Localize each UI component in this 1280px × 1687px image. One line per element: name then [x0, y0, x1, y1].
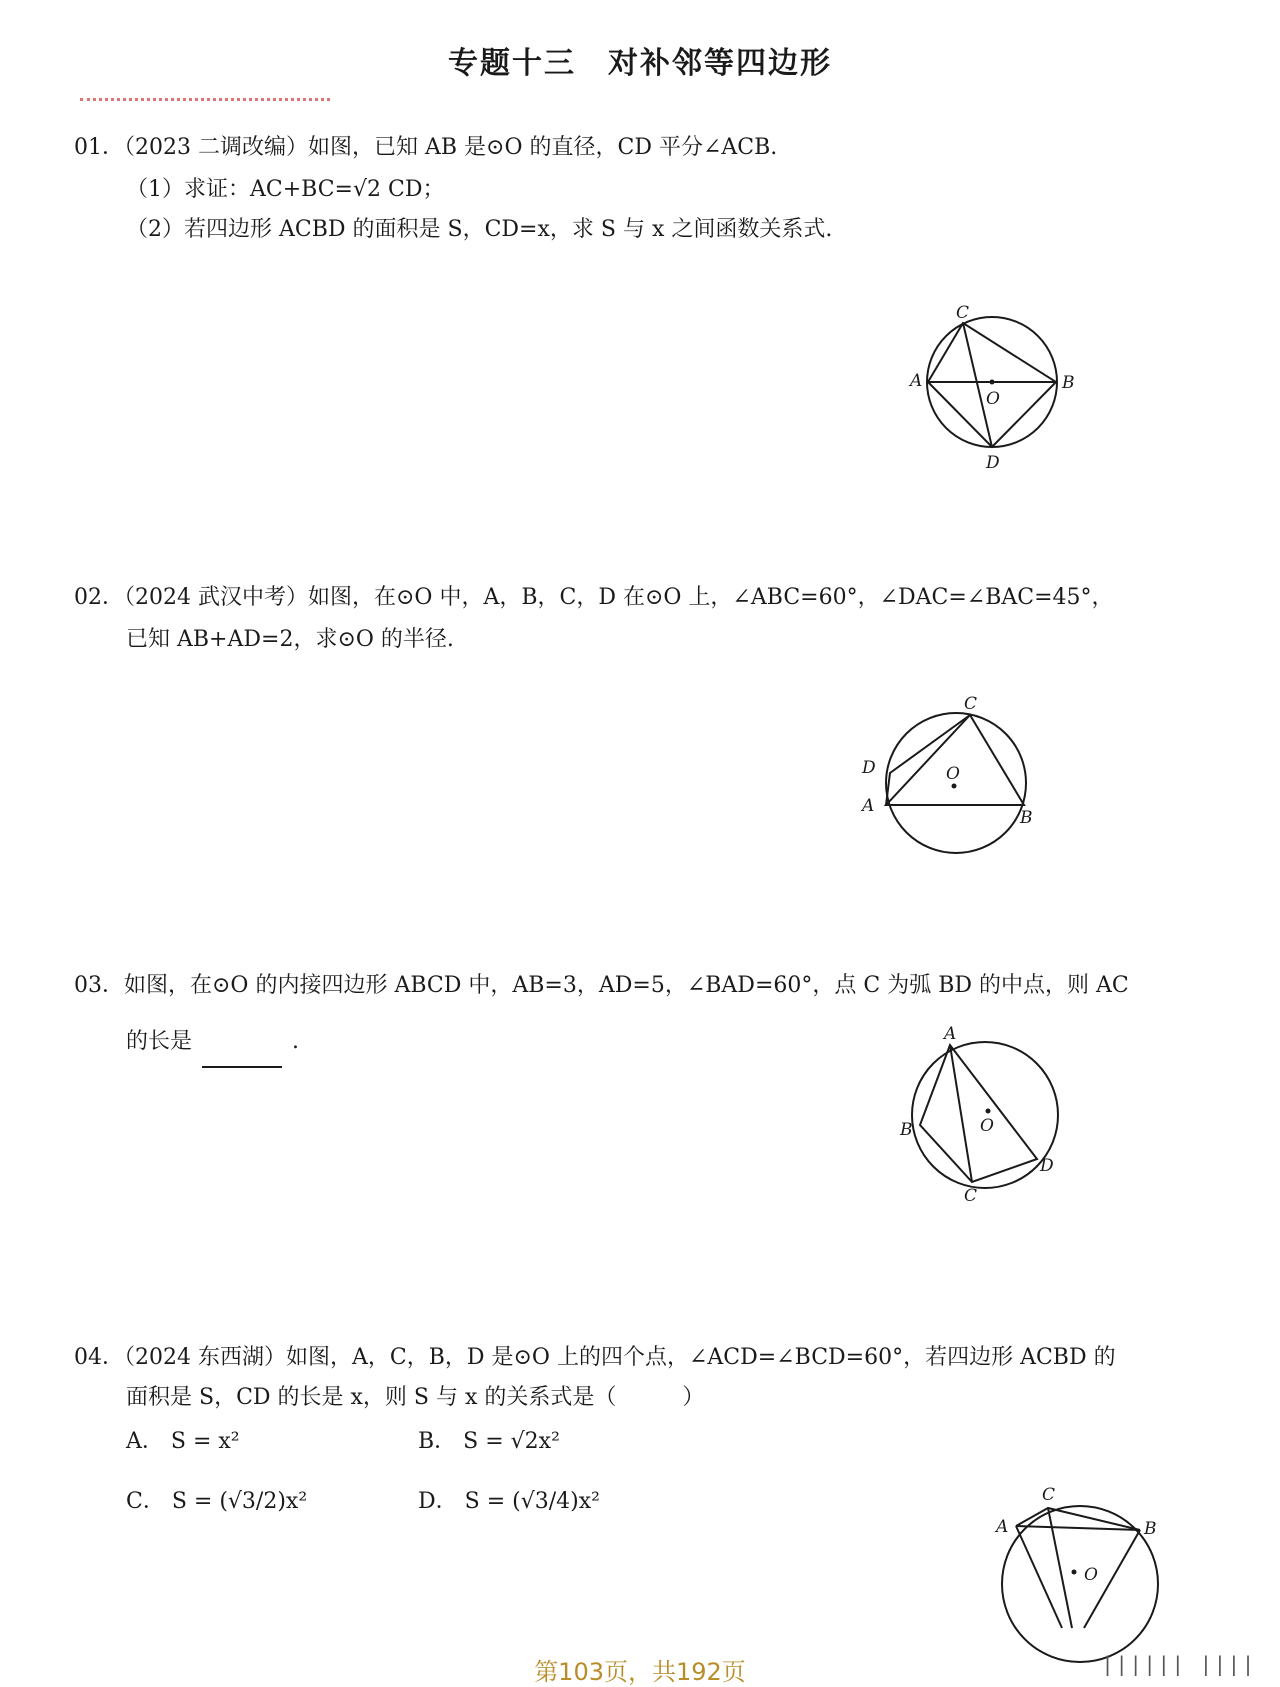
q2-stem: 02．（2024 武汉中考）如图，在⊙O 中，A，B，C，D 在⊙O 上，∠ABC=60°，∠DAC=∠BAC=45°，: [74, 585, 1114, 610]
q1-figure: [900, 300, 1100, 484]
q3-stem: 03．如图，在⊙O 的内接四边形 ABCD 中，AB=3，AD=5，∠BAD=60°，点 C 为弧 BD 的中点，则 AC: [74, 973, 1129, 998]
label-d: D: [986, 453, 1000, 473]
q1-part1: （1）求证：AC+BC=√2 CD；: [126, 177, 445, 202]
label-o: O: [946, 764, 960, 784]
q4-diagram: [990, 1485, 1190, 1638]
label-o: O: [986, 389, 1000, 409]
option-d-expr: S = (√3/4)x²: [464, 1489, 600, 1514]
option-c-expr: S = (√3/2)x²: [171, 1489, 308, 1514]
label-b: B: [1020, 808, 1033, 828]
label-d: D: [862, 758, 876, 778]
label-o: O: [1084, 1565, 1098, 1585]
q1-stem: 01．（2023 二调改编）如图，已知 AB 是⊙O 的直径，CD 平分∠ACB.: [74, 135, 778, 160]
q2-figure: [860, 695, 1080, 879]
label-a: A: [996, 1517, 1009, 1537]
q2-diagram: [860, 695, 1080, 875]
q3-line2-text: 的长是: [126, 1029, 193, 1054]
option-c[interactable]: [126, 1484, 307, 1515]
label-a: A: [944, 1024, 957, 1044]
q3-line2-end: .: [292, 1029, 300, 1054]
q4-stem: 04．（2024 东西湖）如图，A，C，B，D 是⊙O 上的四个点，∠ACD=∠BCD=60°，若四边形 ACBD 的: [74, 1345, 1116, 1370]
page-footer: 第103页，共192页: [534, 1658, 746, 1686]
label-c: C: [956, 303, 970, 323]
q3-line2: [126, 1024, 299, 1068]
label-o: O: [980, 1116, 994, 1136]
label-a: A: [910, 371, 923, 391]
label-b: B: [1062, 373, 1075, 393]
option-b[interactable]: [418, 1424, 560, 1455]
q1-part2: （2）若四边形 ACBD 的面积是 S，CD=x，求 S 与 x 之间函数关系式.: [126, 217, 833, 242]
option-a-label: A．: [126, 1429, 164, 1454]
q2-line2: 已知 AB+AD=2，求⊙O 的半径.: [126, 627, 454, 652]
red-handwritten-note: [80, 98, 330, 107]
option-c-label: C．: [126, 1489, 165, 1514]
label-c: C: [964, 694, 978, 714]
q3-figure: [880, 1025, 1080, 1214]
q4-line2: 面积是 S，CD 的长是 x，则 S 与 x 的关系式是（ ）: [126, 1385, 705, 1410]
option-d-label: D．: [418, 1489, 458, 1514]
q3-diagram: [880, 1025, 1080, 1210]
page-title: 专题十三 对补邻等四边形: [448, 46, 832, 81]
q1-diagram: [900, 300, 1100, 480]
option-a[interactable]: [126, 1424, 240, 1455]
option-a-expr: S = x²: [170, 1429, 240, 1454]
option-b-label: B．: [418, 1429, 457, 1454]
label-b: B: [900, 1120, 913, 1140]
q4-figure: [990, 1485, 1190, 1642]
label-a: A: [862, 796, 875, 816]
label-c: C: [1042, 1485, 1056, 1505]
option-d[interactable]: [418, 1484, 600, 1515]
label-d: D: [1040, 1156, 1054, 1176]
label-c: C: [964, 1186, 978, 1206]
page-scroll-indicator[interactable]: |||||| ||||: [1101, 1652, 1256, 1676]
answer-blank[interactable]: [202, 1066, 282, 1068]
label-b: B: [1144, 1519, 1157, 1539]
option-b-expr: S = √2x²: [463, 1429, 560, 1454]
